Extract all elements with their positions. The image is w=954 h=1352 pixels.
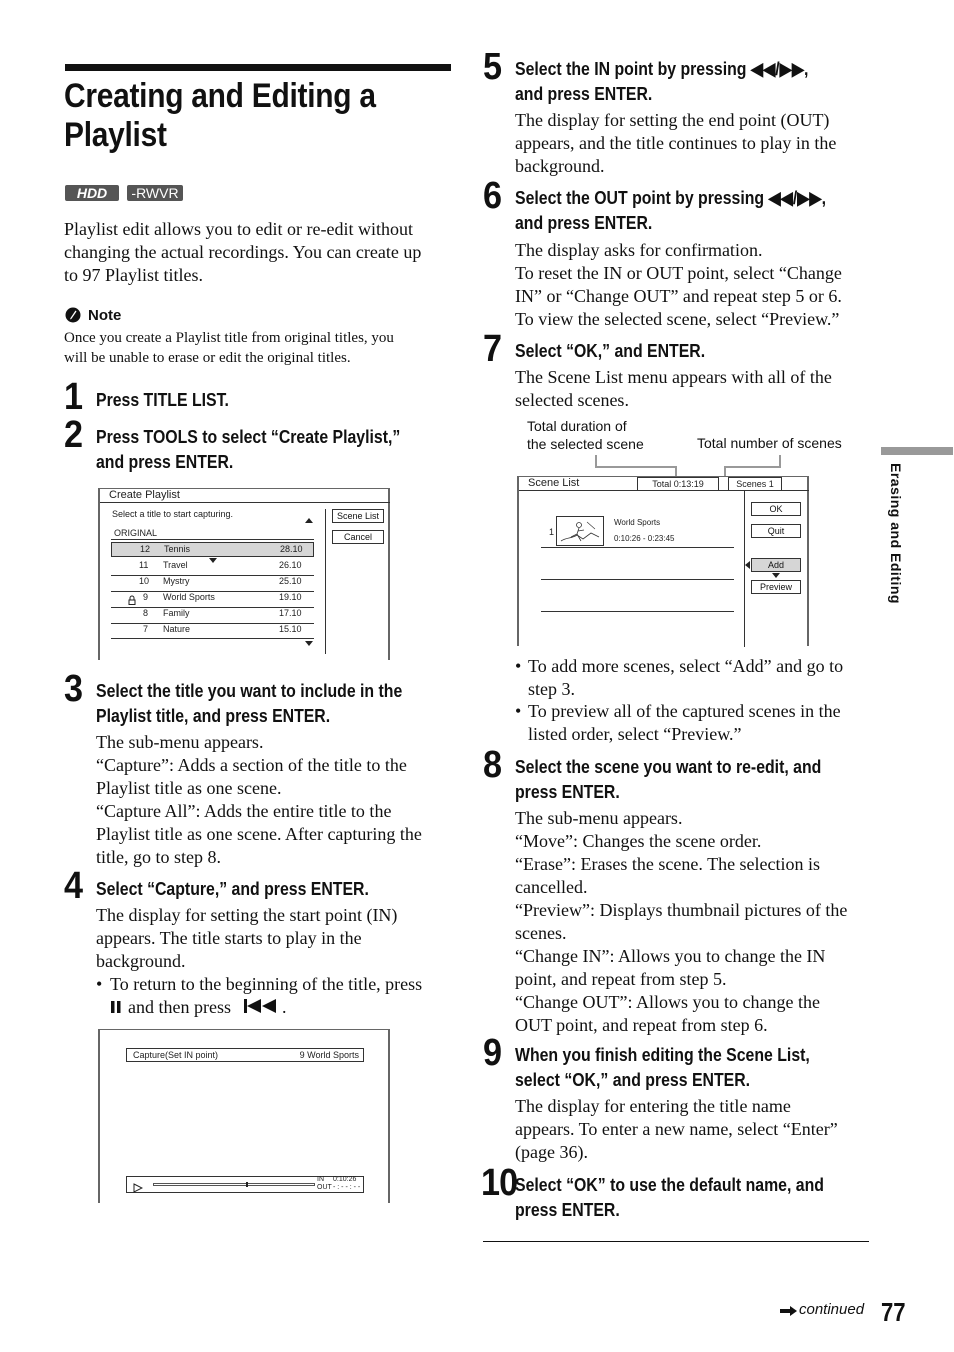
row-num: 9: [143, 592, 149, 602]
step-5-title-line: Select the IN point by pressing ◀◀/▶▶,: [515, 59, 809, 79]
section-tab: [881, 447, 953, 455]
step-6-title: [515, 186, 826, 236]
step-9-title-line: When you finish editing the Scene List,: [515, 1045, 810, 1065]
in-time: 0:10:26: [333, 1176, 357, 1183]
row-name: Mystry: [163, 576, 190, 586]
row-num: 12: [140, 544, 151, 554]
body-line: The display for setting the end point (OUT): [515, 110, 830, 130]
body-line: The Scene List menu appears with all of the: [515, 367, 832, 387]
step-number-3: 3: [64, 668, 83, 710]
body-line: background.: [515, 156, 605, 176]
row-num: 8: [143, 608, 149, 618]
body-line: The sub-menu appears.: [96, 732, 264, 752]
intro-text: [64, 218, 454, 287]
body-line: Playlist title as one scene.: [96, 778, 282, 798]
bullet-line: step 3.: [528, 679, 575, 699]
step-number-1: 1: [64, 376, 83, 418]
ok-button[interactable]: OK: [751, 502, 801, 516]
row-name: Family: [163, 608, 190, 618]
out-label: OUT: [317, 1184, 332, 1191]
scene-list-header: Scene List: [528, 477, 580, 489]
bullet-line: listed order, select “Preview.”: [528, 724, 742, 744]
scene-item-range: 0:10:26 - 0:23:45: [614, 534, 675, 543]
note-line: Once you create a Playlist title from original titles, you: [64, 330, 394, 346]
callout-line: the selected scene: [527, 436, 644, 452]
step-3-title: [96, 679, 402, 729]
rwvr-badge: -RWVR: [127, 185, 183, 201]
capture-title: 9 World Sports: [299, 1050, 359, 1060]
body-line: IN” or “Change OUT” and repeat step 5 or 6.: [515, 286, 842, 306]
step-6-body: [515, 239, 875, 331]
page-title-line1: Creating and Editing a: [64, 77, 376, 115]
table-row-selected[interactable]: [111, 542, 314, 557]
body-line: appears, and the title continues to play in the: [515, 133, 837, 153]
step-5-title: [515, 57, 808, 107]
scene-slot-rule: [541, 579, 734, 580]
step-1-title: Press TITLE LIST.: [96, 390, 229, 410]
bullet-line: To preview all of the captured scenes in the: [528, 701, 841, 721]
list-top-rule: [111, 539, 314, 540]
step-7-bullet: [528, 700, 873, 746]
quit-button[interactable]: Quit: [751, 524, 801, 538]
original-section-label: ORIGINAL: [114, 528, 158, 538]
body-line: The display for setting the start point (IN): [96, 905, 398, 925]
body-line: To view the selected scene, select “Preview.”: [515, 309, 840, 329]
note-icon: [65, 307, 81, 323]
list-divider: [325, 509, 326, 654]
step-4-bullet-end: .: [282, 997, 287, 1017]
bullet-dot: •: [515, 656, 522, 676]
continued-label: continued: [799, 1301, 865, 1318]
intro-line: to 97 Playlist titles.: [64, 265, 204, 285]
preview-button[interactable]: Preview: [751, 580, 801, 594]
step-9-body: [515, 1095, 875, 1164]
scroll-down-arrow[interactable]: [305, 641, 313, 646]
pause-icon: [110, 1000, 122, 1012]
hdd-badge: HDD: [65, 185, 119, 201]
row-date: 19.10: [279, 592, 302, 602]
scene-list-button[interactable]: Scene List: [332, 509, 384, 523]
table-row[interactable]: [111, 607, 314, 622]
create-playlist-screen: [98, 488, 390, 660]
capture-progress-box: [126, 1176, 364, 1193]
create-playlist-header: Create Playlist: [109, 489, 180, 501]
step-3-body: [96, 731, 456, 869]
body-line: “Capture”: Adds a section of the title to the: [96, 755, 407, 775]
callout-line: Total duration of: [527, 418, 627, 434]
step-number-7: 7: [483, 328, 502, 370]
row-name: World Sports: [163, 592, 215, 602]
submenu-arrow-icon: [772, 573, 780, 578]
scene-thumbnail-icon: [556, 516, 604, 546]
row-rule: [111, 638, 314, 639]
body-line: appears. To enter a new name, select “Enter”: [515, 1119, 838, 1139]
body-line: The display for entering the title name: [515, 1096, 791, 1116]
note-line: will be unable to erase or edit the original titles.: [64, 350, 351, 366]
body-line: “Change IN”: Allows you to change the IN: [515, 946, 826, 966]
body-line: “Change OUT”: Allows you to change the: [515, 992, 820, 1012]
step-8-body: [515, 807, 875, 1037]
step-4-body: [96, 904, 456, 973]
callout-duration: [527, 417, 644, 453]
body-line: background.: [96, 951, 186, 971]
step-number-9: 9: [483, 1032, 502, 1074]
body-line: The display asks for confirmation.: [515, 240, 763, 260]
body-line: scenes.: [515, 923, 567, 943]
row-date: 26.10: [279, 560, 302, 570]
capture-screen: [98, 1029, 390, 1203]
body-line: To reset the IN or OUT point, select “Change: [515, 263, 842, 283]
out-time: - : - - : - -: [333, 1184, 361, 1191]
step-10-title-line: Select “OK” to use the default name, and: [515, 1175, 824, 1195]
step-number-2: 2: [64, 414, 83, 456]
intro-line: changing the actual recordings. You can create up: [64, 242, 422, 262]
row-num: 11: [139, 560, 149, 570]
step-5-body: [515, 109, 875, 178]
row-date: 28.10: [280, 544, 303, 554]
step-9-title: [515, 1043, 810, 1093]
row-num: 7: [143, 624, 149, 634]
body-line: Playlist title as one scene. After capturing the: [96, 824, 422, 844]
body-line: point, and repeat from step 5.: [515, 969, 727, 989]
total-duration-box: Total 0:13:19: [637, 477, 719, 491]
bullet-dot: •: [96, 974, 103, 994]
step-2-title: [96, 425, 400, 475]
scene-count-box: Scenes 1: [728, 477, 782, 491]
step-7-bullet: [528, 655, 873, 701]
body-line: “Move”: Changes the scene order.: [515, 831, 762, 851]
row-date: 17.10: [279, 608, 302, 618]
note-text: [64, 328, 454, 368]
body-line: cancelled.: [515, 877, 588, 897]
step-7-body: [515, 366, 875, 412]
table-row[interactable]: [111, 575, 314, 590]
body-line: The sub-menu appears.: [515, 808, 683, 828]
body-line: OUT point, and repeat from step 6.: [515, 1015, 768, 1035]
create-playlist-prompt: Select a title to start capturing.: [112, 509, 234, 519]
step-number-6: 6: [483, 175, 502, 217]
body-line: “Erase”: Erases the scene. The selection is: [515, 854, 821, 874]
step-5-title-line: and press ENTER.: [515, 84, 653, 104]
continued-arrow-icon: [780, 1304, 798, 1316]
scene-item-title: World Sports: [614, 518, 661, 527]
in-label: IN: [317, 1176, 324, 1183]
list-divider: [744, 491, 745, 647]
row-date: 15.10: [279, 624, 302, 634]
row-name: Tennis: [164, 544, 191, 554]
page-number: 77: [881, 1297, 906, 1327]
step-4-title: Select “Capture,” and press ENTER.: [96, 879, 369, 899]
header-rule: [100, 502, 390, 503]
body-line: (page 36).: [515, 1142, 588, 1162]
note-label: Note: [88, 307, 122, 324]
add-button[interactable]: Add: [751, 558, 801, 572]
selection-arrow-icon: [745, 561, 750, 569]
intro-line: Playlist edit allows you to edit or re-edit without: [64, 219, 413, 239]
scene-slot-rule: [541, 611, 734, 612]
body-line: “Preview”: Displays thumbnail pictures of the: [515, 900, 848, 920]
step-9-title-line: select “OK,” and press ENTER.: [515, 1070, 751, 1090]
body-line: appears. The title starts to play in the: [96, 928, 362, 948]
step-10-title: [515, 1173, 824, 1223]
scene-item-number: 1: [549, 527, 555, 537]
body-line: title, go to step 8.: [96, 847, 221, 867]
page-title-line2: Playlist: [64, 116, 167, 154]
protect-icon: [128, 592, 136, 602]
step-3-title-line: Playlist title, and press ENTER.: [96, 706, 331, 726]
table-row[interactable]: [111, 559, 314, 574]
step-3-title-line: Select the title you want to include in the: [96, 681, 403, 701]
step-2-title-line: Press TOOLS to select “Create Playlist,”: [96, 427, 401, 447]
step-8-title: [515, 755, 821, 805]
callout-scenes: Total number of scenes: [697, 435, 842, 451]
step-number-8: 8: [483, 744, 502, 786]
step-10-title-line: press ENTER.: [515, 1200, 620, 1220]
row-date: 25.10: [279, 576, 302, 586]
bullet-dot: •: [515, 701, 522, 721]
step-number-5: 5: [483, 46, 502, 88]
body-line: “Capture All”: Adds the entire title to the: [96, 801, 392, 821]
capture-label: Capture(Set IN point): [133, 1050, 219, 1060]
step-8-title-line: press ENTER.: [515, 782, 620, 802]
section-tab-label: Erasing and Editing: [888, 463, 904, 604]
end-rule: [483, 1241, 869, 1242]
step-6-title-line: and press ENTER.: [515, 213, 653, 233]
step-2-title-line: and press ENTER.: [96, 452, 234, 472]
step-number-4: 4: [64, 865, 83, 907]
scene-item[interactable]: [541, 515, 734, 548]
progress-marker[interactable]: [246, 1182, 248, 1187]
scroll-up-arrow[interactable]: [305, 518, 313, 523]
progress-track[interactable]: [153, 1183, 315, 1186]
body-line: selected scenes.: [515, 390, 629, 410]
row-name: Travel: [163, 560, 188, 570]
cancel-button[interactable]: Cancel: [332, 530, 384, 544]
row-name: Nature: [163, 624, 191, 634]
play-icon: [133, 1180, 143, 1190]
step-6-title-line: Select the OUT point by pressing ◀◀/▶▶,: [515, 188, 827, 208]
table-row[interactable]: [111, 591, 314, 606]
step-number-10: 10: [481, 1162, 518, 1204]
title-rule: [65, 64, 451, 71]
step-7-title: Select “OK,” and ENTER.: [515, 341, 706, 361]
step-4-bullet: To return to the beginning of the title, press: [110, 974, 423, 994]
capture-header-box: [126, 1048, 364, 1062]
scene-list-screen: [517, 476, 809, 646]
table-row[interactable]: [111, 623, 314, 638]
row-num: 10: [139, 576, 150, 586]
step-4-bullet-cont: and then press: [128, 997, 231, 1017]
step-8-title-line: Select the scene you want to re-edit, and: [515, 757, 822, 777]
previous-icon: [244, 999, 278, 1013]
bullet-line: To add more scenes, select “Add” and go to: [528, 656, 844, 676]
